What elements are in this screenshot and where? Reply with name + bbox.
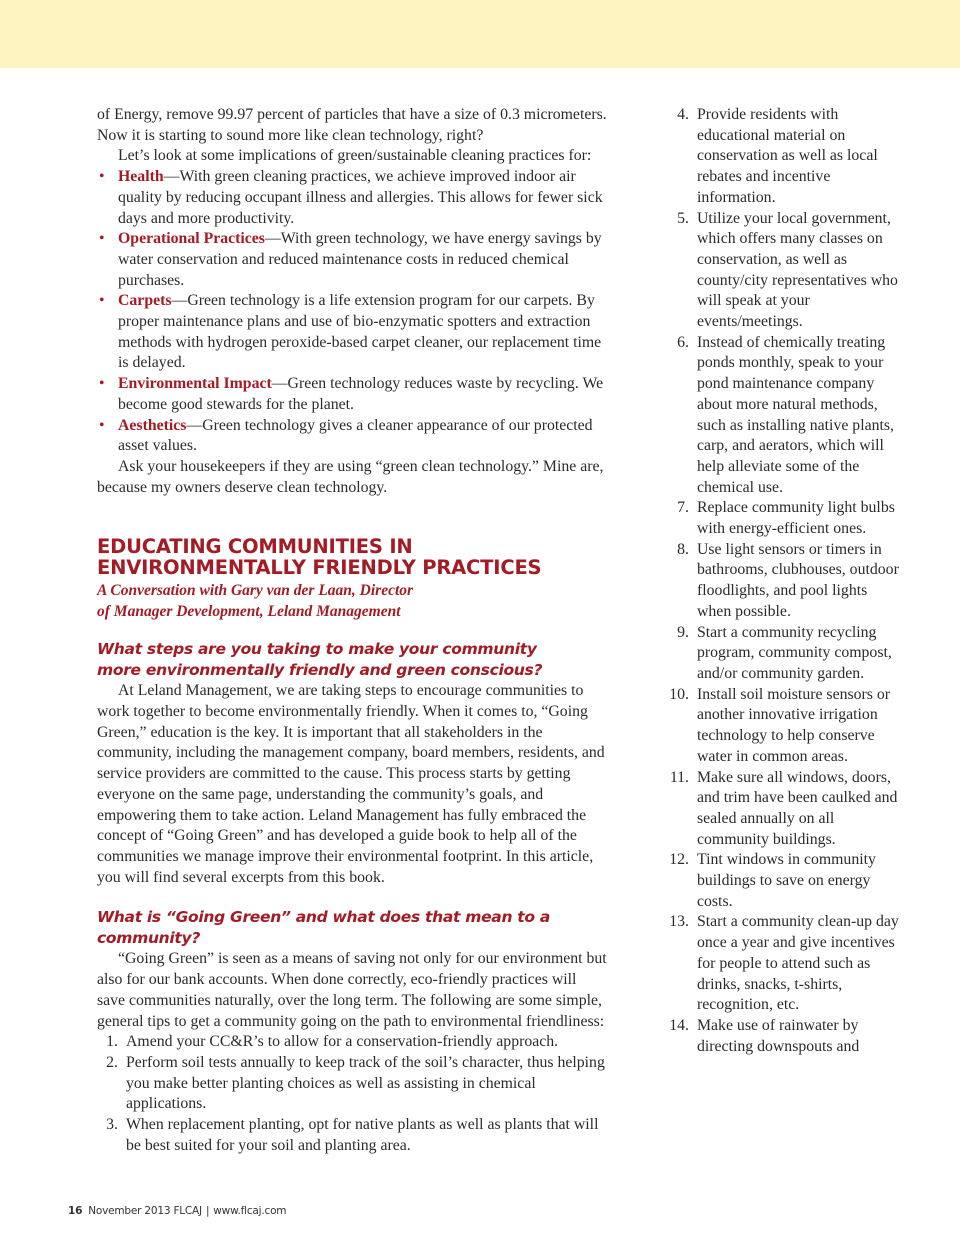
list-item bbox=[118, 291, 607, 374]
tip-number: 11. bbox=[669, 768, 689, 786]
byline bbox=[97, 580, 607, 622]
bullet-text: —Green technology gives a cleaner appearance of our protected asset values. bbox=[118, 416, 593, 455]
section-title bbox=[97, 536, 607, 578]
bullet-text: —With green cleaning practices, we achieve improved indoor air quality by reducing occupant illness and allergies. This allows for fewer sick days and more productivity. bbox=[118, 168, 603, 227]
tips-list-left bbox=[97, 1032, 607, 1156]
bullet-term: Operational Practices bbox=[118, 230, 265, 248]
bullet-text: —Green technology reduces waste by recycling. We become good stewards for the planet. bbox=[118, 375, 604, 413]
tip-text: Start a community recycling program, community compost, and/or community garden. bbox=[697, 623, 892, 682]
footer-separator: | bbox=[205, 1205, 210, 1217]
tip-number: 7. bbox=[677, 499, 689, 517]
bullet-text: —With green technology, we have energy savings by water conservation and reduced maintenance costs in reduced chemical purchases. bbox=[118, 230, 602, 289]
implications-lead: Let’s look at some implications of green/sustainable cleaning practices for: bbox=[118, 147, 592, 165]
tip-text: Utilize your local government, which offers many classes on conservation, as well as county/city representatives who will speak at your events/meetings. bbox=[697, 209, 898, 331]
left-column bbox=[97, 105, 607, 1156]
question-heading-2: What is “Going Green” and what does that mean to a community? bbox=[97, 908, 550, 948]
tip-text: Start a community clean-up day once a year and give incentives for people to attend such as drinks, snacks, t-shirts, recognition, etc. bbox=[697, 913, 899, 1014]
tip-number: 6. bbox=[677, 333, 689, 351]
list-item bbox=[668, 498, 900, 539]
tip-text: Make use of rainwater by directing downspouts and bbox=[697, 1016, 860, 1055]
answer-paragraph-1: At Leland Management, we are taking steps to encourage communities to work together to become environmentally friendly. When it comes to, “Going Green,” education is the key. It is important that all stakeholders in the community, including the management company, board members, residents, and service providers are committed to the cause. This process starts by getting everyone on the same page, understanding the community’s goals, and empowering them to take action. Leland Management has fully embraced the concept of “Going Green” and has developed a guide book to help all of the communities we manage improve their environmental footprint. In this article, you will find several excerpts from this book. bbox=[97, 682, 605, 886]
list-item bbox=[668, 768, 900, 851]
list-item bbox=[668, 685, 900, 768]
list-item bbox=[118, 167, 607, 229]
list-item bbox=[668, 1016, 900, 1057]
list-item bbox=[118, 374, 607, 415]
tip-text: When replacement planting, opt for native plants as well as plants that will be best suited for your soil and planting area. bbox=[126, 1116, 599, 1154]
issue-label: November 2013 FLCAJ bbox=[88, 1205, 202, 1217]
top-color-band bbox=[0, 0, 960, 68]
tip-number: 5. bbox=[677, 209, 689, 227]
list-item bbox=[97, 1115, 607, 1156]
list-item bbox=[668, 105, 900, 209]
tip-text: Replace community light bulbs with energy-efficient ones. bbox=[697, 499, 895, 538]
tip-text: Make sure all windows, doors, and trim have been caulked and sealed annually on all community buildings. bbox=[697, 768, 898, 848]
right-column bbox=[668, 105, 900, 1057]
tip-number: 4. bbox=[677, 106, 689, 123]
section-title-line-1: EDUCATING COMMUNITIES IN bbox=[97, 535, 413, 559]
tip-number: 1. bbox=[106, 1033, 118, 1051]
list-item bbox=[668, 623, 900, 685]
list-item bbox=[97, 1032, 607, 1053]
tip-text: Install soil moisture sensors or another innovative irrigation technology to help conserve water in common areas. bbox=[697, 685, 891, 765]
list-item bbox=[668, 333, 900, 499]
tip-number: 14. bbox=[669, 1016, 689, 1034]
byline-line-1: A Conversation with Gary van der Laan, Director bbox=[97, 582, 414, 600]
question-1-line-2: more environmentally friendly and green conscious? bbox=[97, 661, 543, 680]
tip-text: Tint windows in community buildings to save on energy costs. bbox=[697, 851, 876, 910]
tips-list-right bbox=[668, 105, 900, 1057]
list-item bbox=[118, 229, 607, 291]
tip-number: 12. bbox=[669, 851, 689, 869]
tip-text: Provide residents with educational material on conservation as well as local rebates and incentive information. bbox=[697, 106, 878, 206]
list-item bbox=[668, 912, 900, 1016]
page-number: 16 bbox=[68, 1205, 83, 1217]
question-1-line-1: What steps are you taking to make your community bbox=[97, 640, 537, 659]
tip-text: Amend your CC&R’s to allow for a conservation-friendly approach. bbox=[126, 1033, 559, 1051]
tip-text: Use light sensors or timers in bathrooms, clubhouses, outdoor floodlights, and pool lights when possible. bbox=[697, 540, 899, 620]
answer-paragraph-2: “Going Green” is seen as a means of saving not only for our environment but also for our bank accounts. When done correctly, eco-friendly practices will save communities naturally, over the long term. The following are some simple, general tips to get a community going on the path to environmental friendliness: bbox=[97, 950, 607, 1030]
bullet-term: Carpets bbox=[118, 292, 172, 310]
bullet-term: Health bbox=[118, 168, 164, 186]
byline-line-2: of Manager Development, Leland Management bbox=[97, 603, 401, 621]
closing-paragraph: Ask your housekeepers if they are using “green clean technology.” Mine are, because my owners deserve clean technology. bbox=[97, 457, 604, 496]
tip-number: 8. bbox=[677, 540, 689, 558]
tip-number: 3. bbox=[106, 1116, 118, 1134]
website-url: www.flcaj.com bbox=[213, 1205, 287, 1217]
page-footer bbox=[68, 1205, 286, 1217]
question-heading-1 bbox=[97, 639, 607, 681]
list-item bbox=[668, 540, 900, 623]
section-title-line-2: ENVIRONMENTALLY FRIENDLY PRACTICES bbox=[97, 556, 542, 580]
tip-number: 9. bbox=[677, 623, 689, 641]
implications-list bbox=[97, 167, 607, 457]
tip-text: Instead of chemically treating ponds monthly, speak to your pond maintenance company about more natural methods, such as installing native plants, carp, and aerators, which will help alleviate some of the chemical use. bbox=[697, 333, 894, 496]
bullet-text: —Green technology is a life extension program for our carpets. By proper maintenance plans and use of bio-enzymatic spotters and extraction methods with hydrogen peroxide-based carpet cleaner, our replacement time is delayed. bbox=[118, 292, 602, 372]
tip-number: 10. bbox=[669, 685, 689, 703]
list-item bbox=[668, 850, 900, 912]
list-item bbox=[97, 1053, 607, 1115]
list-item bbox=[118, 416, 607, 457]
bullet-term: Environmental Impact bbox=[118, 375, 272, 393]
tip-number: 2. bbox=[106, 1053, 118, 1071]
tip-text: Perform soil tests annually to keep track of the soil’s character, thus helping you make better planting choices as well as assisting in chemical applications. bbox=[126, 1053, 605, 1113]
list-item bbox=[668, 209, 900, 333]
tip-number: 13. bbox=[669, 913, 689, 931]
bullet-term: Aesthetics bbox=[118, 416, 187, 434]
intro-paragraph: of Energy, remove 99.97 percent of particles that have a size of 0.3 micrometers. Now it is starting to sound more like clean technology, right? bbox=[97, 106, 607, 144]
